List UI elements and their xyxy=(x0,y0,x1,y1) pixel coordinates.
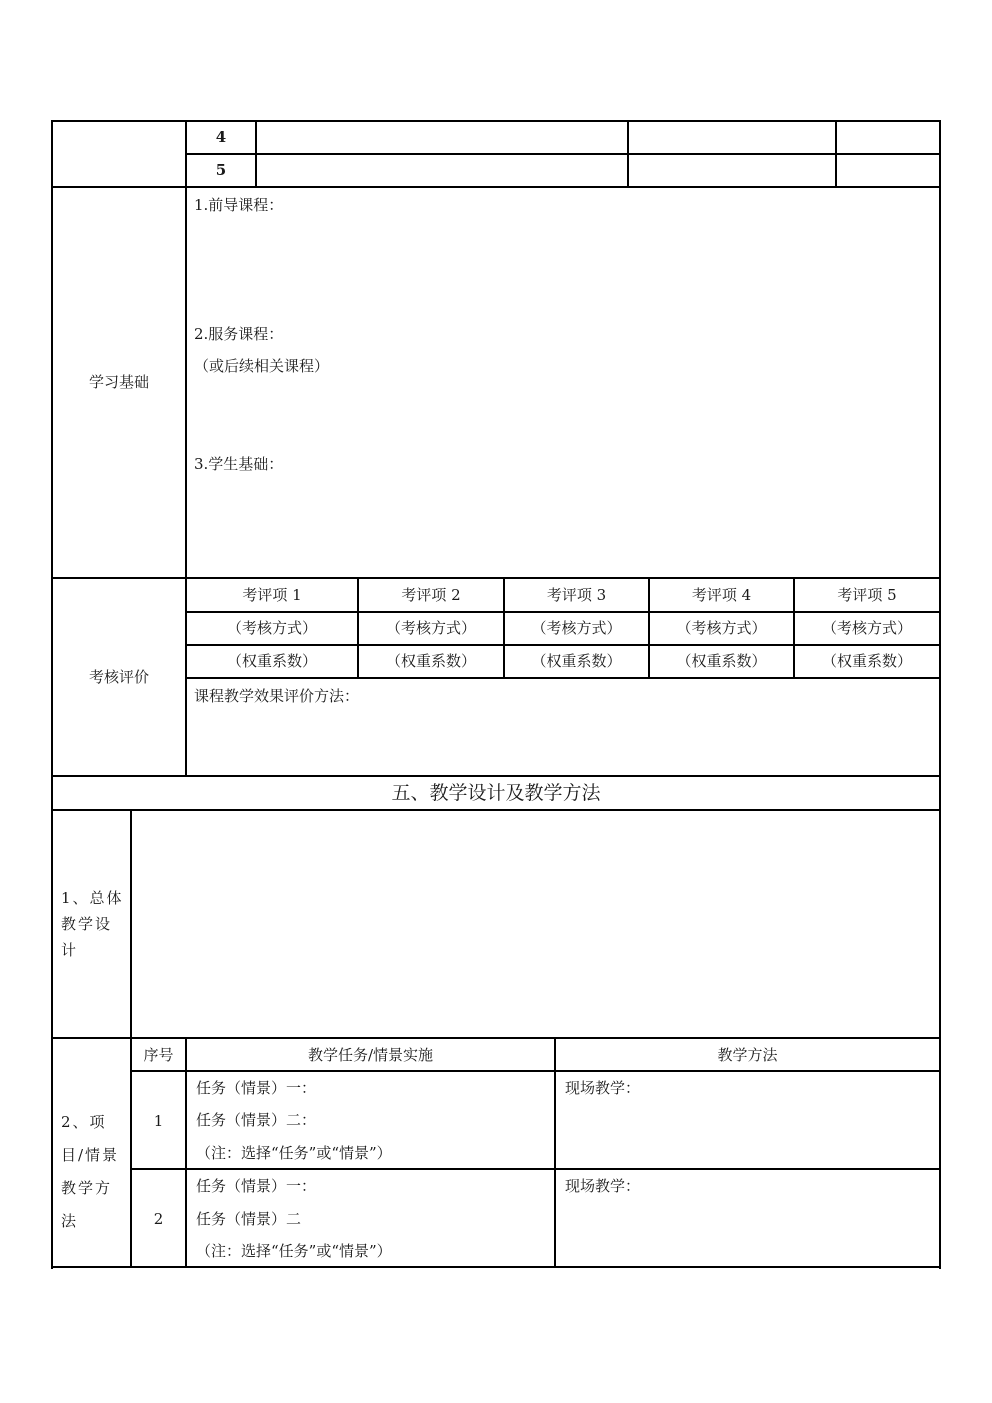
assess-item-3-name: 考评项 3 xyxy=(546,586,607,604)
header-method: 教学方法 xyxy=(717,1046,778,1064)
assess-item-2-method: （考核方式） xyxy=(385,619,476,637)
row2-seq: 2 xyxy=(153,1210,164,1228)
evaluation-method-label: 课程教学效果评价方法： xyxy=(194,687,360,705)
row-number-4: 4 xyxy=(215,128,227,146)
line-num-col xyxy=(255,120,257,188)
line-top-col4 xyxy=(835,120,837,188)
row2-note: （注：选择“任务”或“情景”） xyxy=(196,1242,392,1260)
assess-item-5-weight: （权重系数） xyxy=(821,652,912,670)
assess-item-2-name: 考评项 2 xyxy=(401,586,461,604)
assess-item-3-method: （考核方式） xyxy=(531,619,622,637)
header-task: 教学任务/情景实施 xyxy=(307,1046,434,1064)
header-seq: 序号 xyxy=(143,1046,174,1064)
row-number-5: 5 xyxy=(215,161,227,179)
service-courses-label: 2.服务课程： xyxy=(194,325,284,343)
line-top-col3 xyxy=(627,120,629,188)
row1-task-one: 任务（情景）一： xyxy=(196,1079,317,1097)
assessment-label: 考核评价 xyxy=(88,668,149,686)
row1-method: 现场教学： xyxy=(565,1079,641,1097)
row1-task-two: 任务（情景）二： xyxy=(196,1111,317,1129)
row2-task-two: 任务（情景）二 xyxy=(196,1210,302,1228)
assess-item-1-method: （考核方式） xyxy=(226,619,317,637)
line-sec5-label-col xyxy=(130,809,132,1268)
row2-method: 现场教学： xyxy=(565,1177,641,1195)
assess-item-1-name: 考评项 1 xyxy=(242,586,302,604)
student-basis-label: 3.学生基础： xyxy=(194,455,284,473)
line-header-bottom xyxy=(130,1070,941,1072)
assess-item-4-name: 考评项 4 xyxy=(691,586,752,604)
assess-item-4-method: （考核方式） xyxy=(676,619,767,637)
line-section5-title-bottom xyxy=(51,809,941,811)
section-five-title: 五、教学设计及教学方法 xyxy=(391,782,601,804)
assess-item-3-weight: （权重系数） xyxy=(531,652,622,670)
service-courses-note: （或后续相关课程） xyxy=(194,357,330,375)
line-method-col xyxy=(554,1037,556,1268)
assess-item-2-weight: （权重系数） xyxy=(385,652,476,670)
row1-note: （注：选择“任务”或“情景”） xyxy=(196,1144,392,1162)
border-left xyxy=(51,120,53,1269)
line-proj-row1-bottom xyxy=(130,1168,941,1170)
line-row4-5 xyxy=(185,153,941,155)
assess-item-5-method: （考核方式） xyxy=(821,619,912,637)
line-label-col xyxy=(185,120,187,777)
border-right xyxy=(939,120,941,1269)
assess-item-4-weight: （权重系数） xyxy=(676,652,767,670)
learning-basis-label: 学习基础 xyxy=(88,373,149,391)
line-seq-col xyxy=(185,1037,187,1268)
overall-design-label: 1、总体教学设计 xyxy=(61,889,124,959)
line-assess-r3 xyxy=(185,677,941,679)
assess-item-1-weight: （权重系数） xyxy=(226,652,317,670)
line-assess-r1 xyxy=(185,611,941,613)
prior-courses-label: 1.前导课程： xyxy=(194,196,284,214)
row2-task-one: 任务（情景）一： xyxy=(196,1177,317,1195)
line-assess-r2 xyxy=(185,644,941,646)
row1-seq: 1 xyxy=(153,1112,164,1130)
project-method-label: 2、项目/情景教学方法 xyxy=(61,1113,120,1230)
assess-item-5-name: 考评项 5 xyxy=(837,586,897,604)
